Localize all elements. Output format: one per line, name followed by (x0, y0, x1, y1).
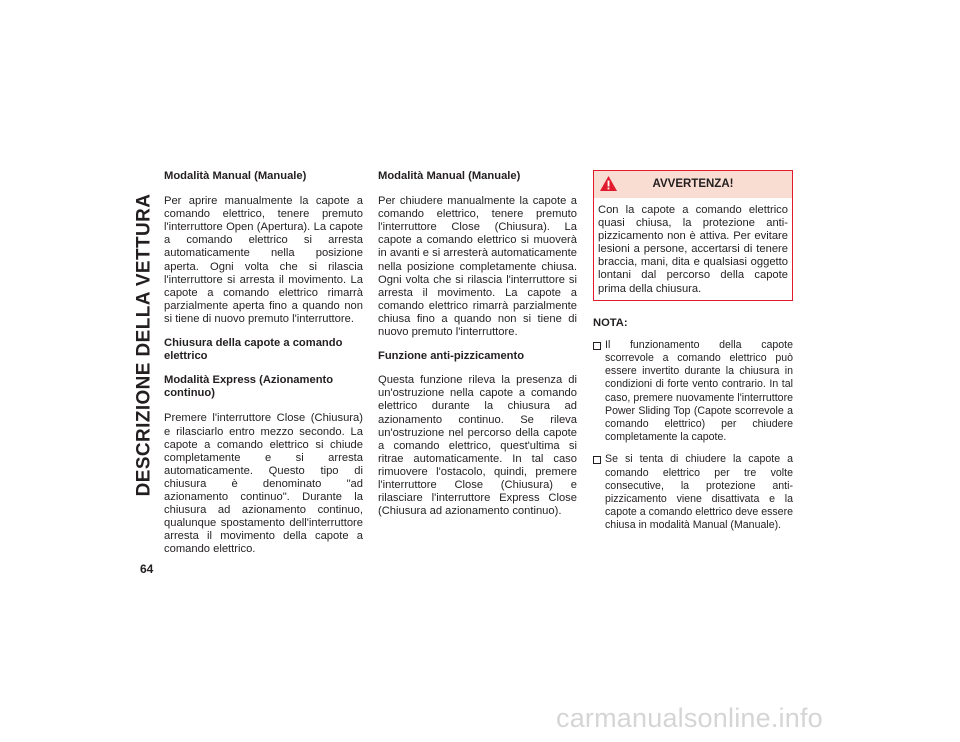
heading-anti-pinch: Funzione anti-pizzicamento (378, 350, 525, 363)
column-1 (164, 170, 363, 566)
warning-header (594, 171, 792, 198)
section-title-text: DESCRIZIONE DELLA VETTURA (133, 193, 154, 497)
note-item (593, 339, 793, 445)
heading-express: Modalità Express (Azionamento continuo) (164, 374, 334, 400)
heading-manual-open: Modalità Manual (Manuale) (164, 170, 307, 182)
paragraph-manual-close: Per chiudere manualmente la capote a comando elettrico, tenere premuto l'interruttore Close (Chiusura). La capote a comando elettrico si muoverà in avanti e si arresterà automaticamente nella posizione completamente chiusa. Ogni volta che si rilascia l'interruttore si arresta il movimento. La capote a comando elettrico rimarrà parzialmente chiusa fino a quando non si tiene di nuovo premuto l'interruttore. (378, 195, 577, 339)
watermark: carmanualsonline.info (556, 703, 823, 733)
paragraph-express: Premere l'interruttore Close (Chiusura) e rilasciarlo entro mezzo secondo. La capote a comando elettrico si chiude completamente e si arresta automaticamente. Questo tipo di chiusura è denominato "ad azionamento continuo". Durante la chiusura ad azionamento continuo, qualunque spostamento dell'interruttore arresta il movimento della capote a comando elettrico. (164, 412, 363, 556)
heading-closing: Chiusura della capote a comando elettrico (164, 337, 343, 363)
note-item (593, 453, 793, 532)
note-list (593, 339, 793, 533)
column-2 (378, 170, 577, 528)
square-bullet-icon (593, 456, 601, 464)
paragraph-manual-open: Per aprire manualmente la capote a comando elettrico, tenere premuto l'interruttore Open (Apertura). La capote a comando elettrico si arresta automaticamente nella posizione aperta. Ogni volta che si rilascia l'interruttore si arresta il movimento. La capote a comando elettrico rimarrà parzialmente aperta fino a quando non si tiene di nuovo premuto l'interruttore. (164, 195, 363, 325)
paragraph-anti-pinch: Questa funzione rileva la presenza di un'ostruzione nella capote a comando elettrico durante la chiusura ad azionamento continuo. Se rileva un'ostruzione nel percorso della capote a comando elettrico, quest'ultima si ritrae automaticamente. In tal caso rimuovere l'ostacolo, quindi, premere l'interruttore Close (Chiusura) e rilasciare l'interruttore Express Close (Chiusura ad azionamento continuo). (378, 374, 577, 518)
section-title (131, 148, 157, 542)
warning-body (594, 198, 792, 300)
warning-title: AVVERTENZA! (652, 177, 734, 190)
heading-manual-close: Modalità Manual (Manuale) (378, 170, 521, 182)
note-label: NOTA: (593, 316, 628, 329)
note-item-text: Il funzionamento della capote scorrevole a comando elettrico può essere invertito durante la chiusura in condizioni di forte vento contrario. In tal caso, premere nuovamente l'interruttore Power Sliding Top (Capote scorrevole a comando elettrico) per chiudere completamente la capote. (605, 338, 793, 444)
warning-text: Con la capote a comando elettrico quasi chiusa, la protezione anti-pizzicamento non è attiva. Per evitare lesioni a persone, accertarsi di tenere braccia, mani, dita e qualsiasi oggetto lontani dal percorso della capote prima della chiusura. (598, 204, 788, 295)
warning-box (593, 170, 793, 301)
note-item-text: Se si tenta di chiudere la capote a comando elettrico per tre volte consecutive, la protezione anti-pizzicamento viene disattivata e la capote a comando elettrico deve essere chiusa in modalità Manual (Manuale). (605, 453, 793, 532)
square-bullet-icon (593, 342, 601, 350)
column-3 (593, 170, 793, 542)
warning-triangle-icon (599, 175, 618, 192)
page-number: 64 (140, 562, 154, 576)
